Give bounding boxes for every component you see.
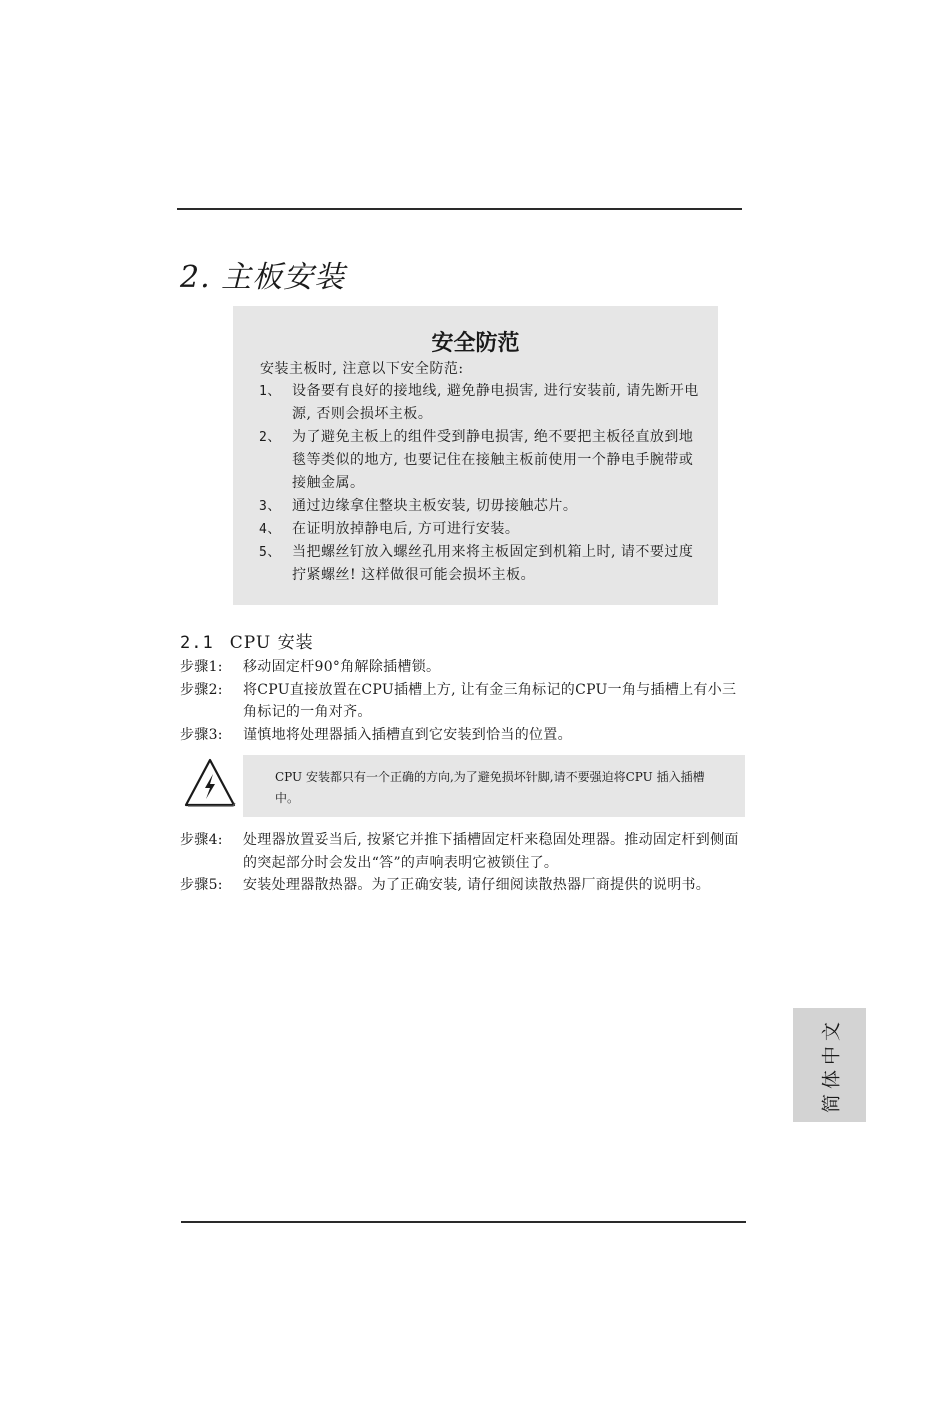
safety-list — [259, 380, 702, 587]
section-heading — [180, 628, 314, 653]
step-label: 步骤1: — [180, 659, 223, 675]
footer-rule — [181, 1221, 746, 1223]
section-number: 2.1 — [180, 633, 214, 653]
steps-list — [180, 656, 750, 746]
safety-item-text: 设备要有良好的接地线, 避免静电损害, 进行安装前, 请先断开电源, 否则会损坏主板。 — [292, 383, 699, 422]
safety-item-text: 在证明放掉静电后, 方可进行安装。 — [292, 521, 520, 537]
step-label: 步骤5: — [180, 877, 223, 893]
language-tab — [793, 1008, 866, 1122]
safety-item-text: 通过边缘拿住整块主板安装, 切毋接触芯片。 — [292, 498, 578, 514]
step-item — [180, 679, 750, 724]
step-item — [180, 656, 750, 679]
safety-intro: 安装主板时, 注意以下安全防范: — [260, 361, 464, 377]
section-title: CPU 安装 — [229, 633, 314, 653]
step-item — [180, 829, 750, 874]
safety-item — [259, 495, 702, 518]
safety-item-number: 4、 — [259, 522, 281, 537]
step-text: 谨慎地将处理器插入插槽直到它安装到恰当的位置。 — [243, 726, 572, 743]
safety-item-number: 1、 — [259, 384, 281, 399]
safety-title: 安全防范 — [431, 330, 520, 356]
step-item — [180, 874, 750, 897]
step-label: 步骤3: — [180, 726, 223, 743]
step-text: 安装处理器散热器。为了正确安装, 请仔细阅读散热器厂商提供的说明书。 — [243, 877, 711, 893]
warning-triangle-icon — [184, 757, 236, 809]
steps-list — [180, 829, 750, 897]
chapter-title: 2. 主板安装 — [180, 260, 346, 295]
warning-box — [243, 755, 745, 817]
language-tab-label: 简体中文 — [820, 1016, 842, 1114]
safety-precautions-box — [233, 306, 718, 605]
safety-item — [259, 426, 702, 495]
warning-text: CPU 安装都只有一个正确的方向,为了避免损坏针脚,请不要强迫将CPU 插入插槽中。 — [275, 770, 705, 805]
safety-item-number: 5、 — [259, 545, 281, 560]
safety-item — [259, 518, 702, 541]
safety-item-number: 2、 — [259, 430, 281, 445]
safety-item — [259, 541, 702, 587]
step-text: 将CPU直接放置在CPU插槽上方, 让有金三角标记的CPU一角与插槽上有小三角标记的一角对齐。 — [243, 681, 737, 720]
step-label: 步骤2: — [180, 681, 223, 698]
safety-item-number: 3、 — [259, 499, 281, 514]
step-label: 步骤4: — [180, 832, 223, 848]
step-item — [180, 724, 750, 747]
safety-item-text: 为了避免主板上的组件受到静电损害, 绝不要把主板径直放到地毯等类似的地方, 也要记住在接触主板前使用一个静电手腕带或接触金属。 — [292, 429, 694, 491]
step-text: 处理器放置妥当后, 按紧它并推下插槽固定杆来稳固处理器。推动固定杆到侧面的突起部分时会发出“答”的声响表明它被锁住了。 — [243, 832, 739, 871]
safety-item-text: 当把螺丝钉放入螺丝孔用来将主板固定到机箱上时, 请不要过度拧紧螺丝! 这样做很可能会损坏主板。 — [292, 544, 694, 583]
step-text: 移动固定杆90°角解除插槽锁。 — [243, 659, 441, 675]
header-rule — [177, 208, 742, 210]
safety-item — [259, 380, 702, 426]
